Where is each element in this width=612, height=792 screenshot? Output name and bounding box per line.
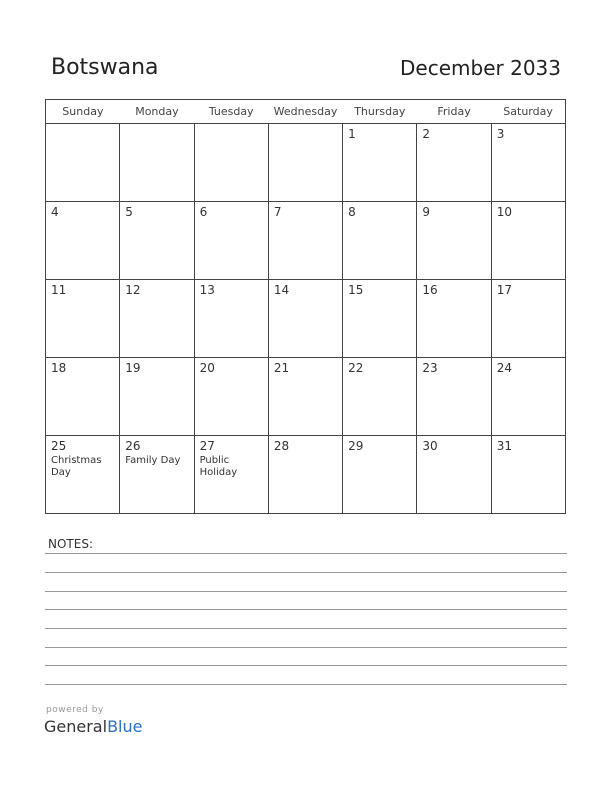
weekday-saturday: Saturday [491,100,565,124]
day-cell [417,202,491,280]
powered-by-text: powered by [46,705,104,715]
holiday-label: Family Day [125,455,181,466]
day-cell [417,436,491,514]
day-cell [46,358,120,436]
note-line [45,684,567,685]
day-number: 4 [51,205,59,219]
day-number: 23 [422,361,438,375]
day-cell [194,280,268,358]
week-row [46,358,566,436]
day-cell [417,358,491,436]
day-cell [417,280,491,358]
day-number: 27 [199,439,215,453]
day-cell [46,202,120,280]
calendar-grid [45,99,566,514]
day-number: 21 [273,361,290,375]
day-number: 3 [496,127,505,141]
note-line [45,628,567,629]
weekday-tuesday: Tuesday [194,100,268,124]
day-cell [120,202,194,280]
day-cell [194,358,268,436]
day-number: 8 [348,205,356,219]
day-number: 13 [199,283,215,297]
weekday-thursday: Thursday [343,100,417,124]
day-cell [343,124,417,202]
country-title: Botswana [51,55,159,80]
day-cell [491,280,565,358]
weekday-sunday: Sunday [46,100,120,124]
brand-logo [44,717,142,736]
week-row [46,436,566,514]
day-cell [491,124,565,202]
note-line [45,647,567,648]
day-number: 19 [125,361,141,375]
day-number: 14 [273,283,290,297]
note-line [45,553,567,554]
day-cell [46,436,120,514]
note-line [45,591,567,592]
day-cell [268,280,342,358]
day-number: 26 [125,439,141,453]
day-cell [343,358,417,436]
note-line [45,609,567,610]
day-number: 20 [199,361,215,375]
day-cell [194,436,268,514]
day-number: 16 [422,283,438,297]
day-cell [194,124,268,202]
day-number: 22 [348,361,364,375]
day-number: 11 [51,283,67,297]
day-number: 5 [125,205,133,219]
brand-name-general: General [44,717,108,736]
day-number: 18 [51,361,67,375]
weekday-header-row [46,100,566,124]
day-number: 31 [496,439,512,453]
day-cell [46,280,120,358]
day-cell [120,124,194,202]
day-number: 15 [348,283,364,297]
weekday-friday: Friday [417,100,491,124]
day-cell [120,280,194,358]
day-number: 12 [125,283,141,297]
notes-label: NOTES: [48,537,93,551]
day-cell [120,358,194,436]
day-number: 7 [273,205,282,219]
brand-name-blue: Blue [107,717,143,736]
day-cell [343,280,417,358]
holiday-label: Christmas Day [51,455,102,478]
day-cell [194,202,268,280]
week-row [46,124,566,202]
day-cell [417,124,491,202]
day-number: 28 [273,439,290,453]
week-row [46,280,566,358]
holiday-label: Public Holiday [199,455,238,478]
day-number: 24 [496,361,512,375]
note-line [45,665,567,666]
month-title: December 2033 [400,56,561,80]
day-cell [343,202,417,280]
day-number: 6 [199,205,208,219]
note-line [45,572,567,573]
day-number: 17 [496,283,512,297]
week-row [46,202,566,280]
day-cell [268,124,342,202]
day-cell [46,124,120,202]
day-number: 10 [496,205,512,219]
day-cell [491,358,565,436]
weekday-monday: Monday [120,100,194,124]
day-cell [268,436,342,514]
day-number: 1 [348,127,356,141]
day-cell [120,436,194,514]
day-number: 29 [348,439,364,453]
day-number: 2 [422,127,431,141]
day-number: 25 [51,439,67,453]
day-cell [343,436,417,514]
day-cell [491,436,565,514]
day-number: 30 [422,439,438,453]
day-cell [268,202,342,280]
day-cell [268,358,342,436]
day-cell [491,202,565,280]
weekday-wednesday: Wednesday [268,100,342,124]
day-number: 9 [422,205,431,219]
